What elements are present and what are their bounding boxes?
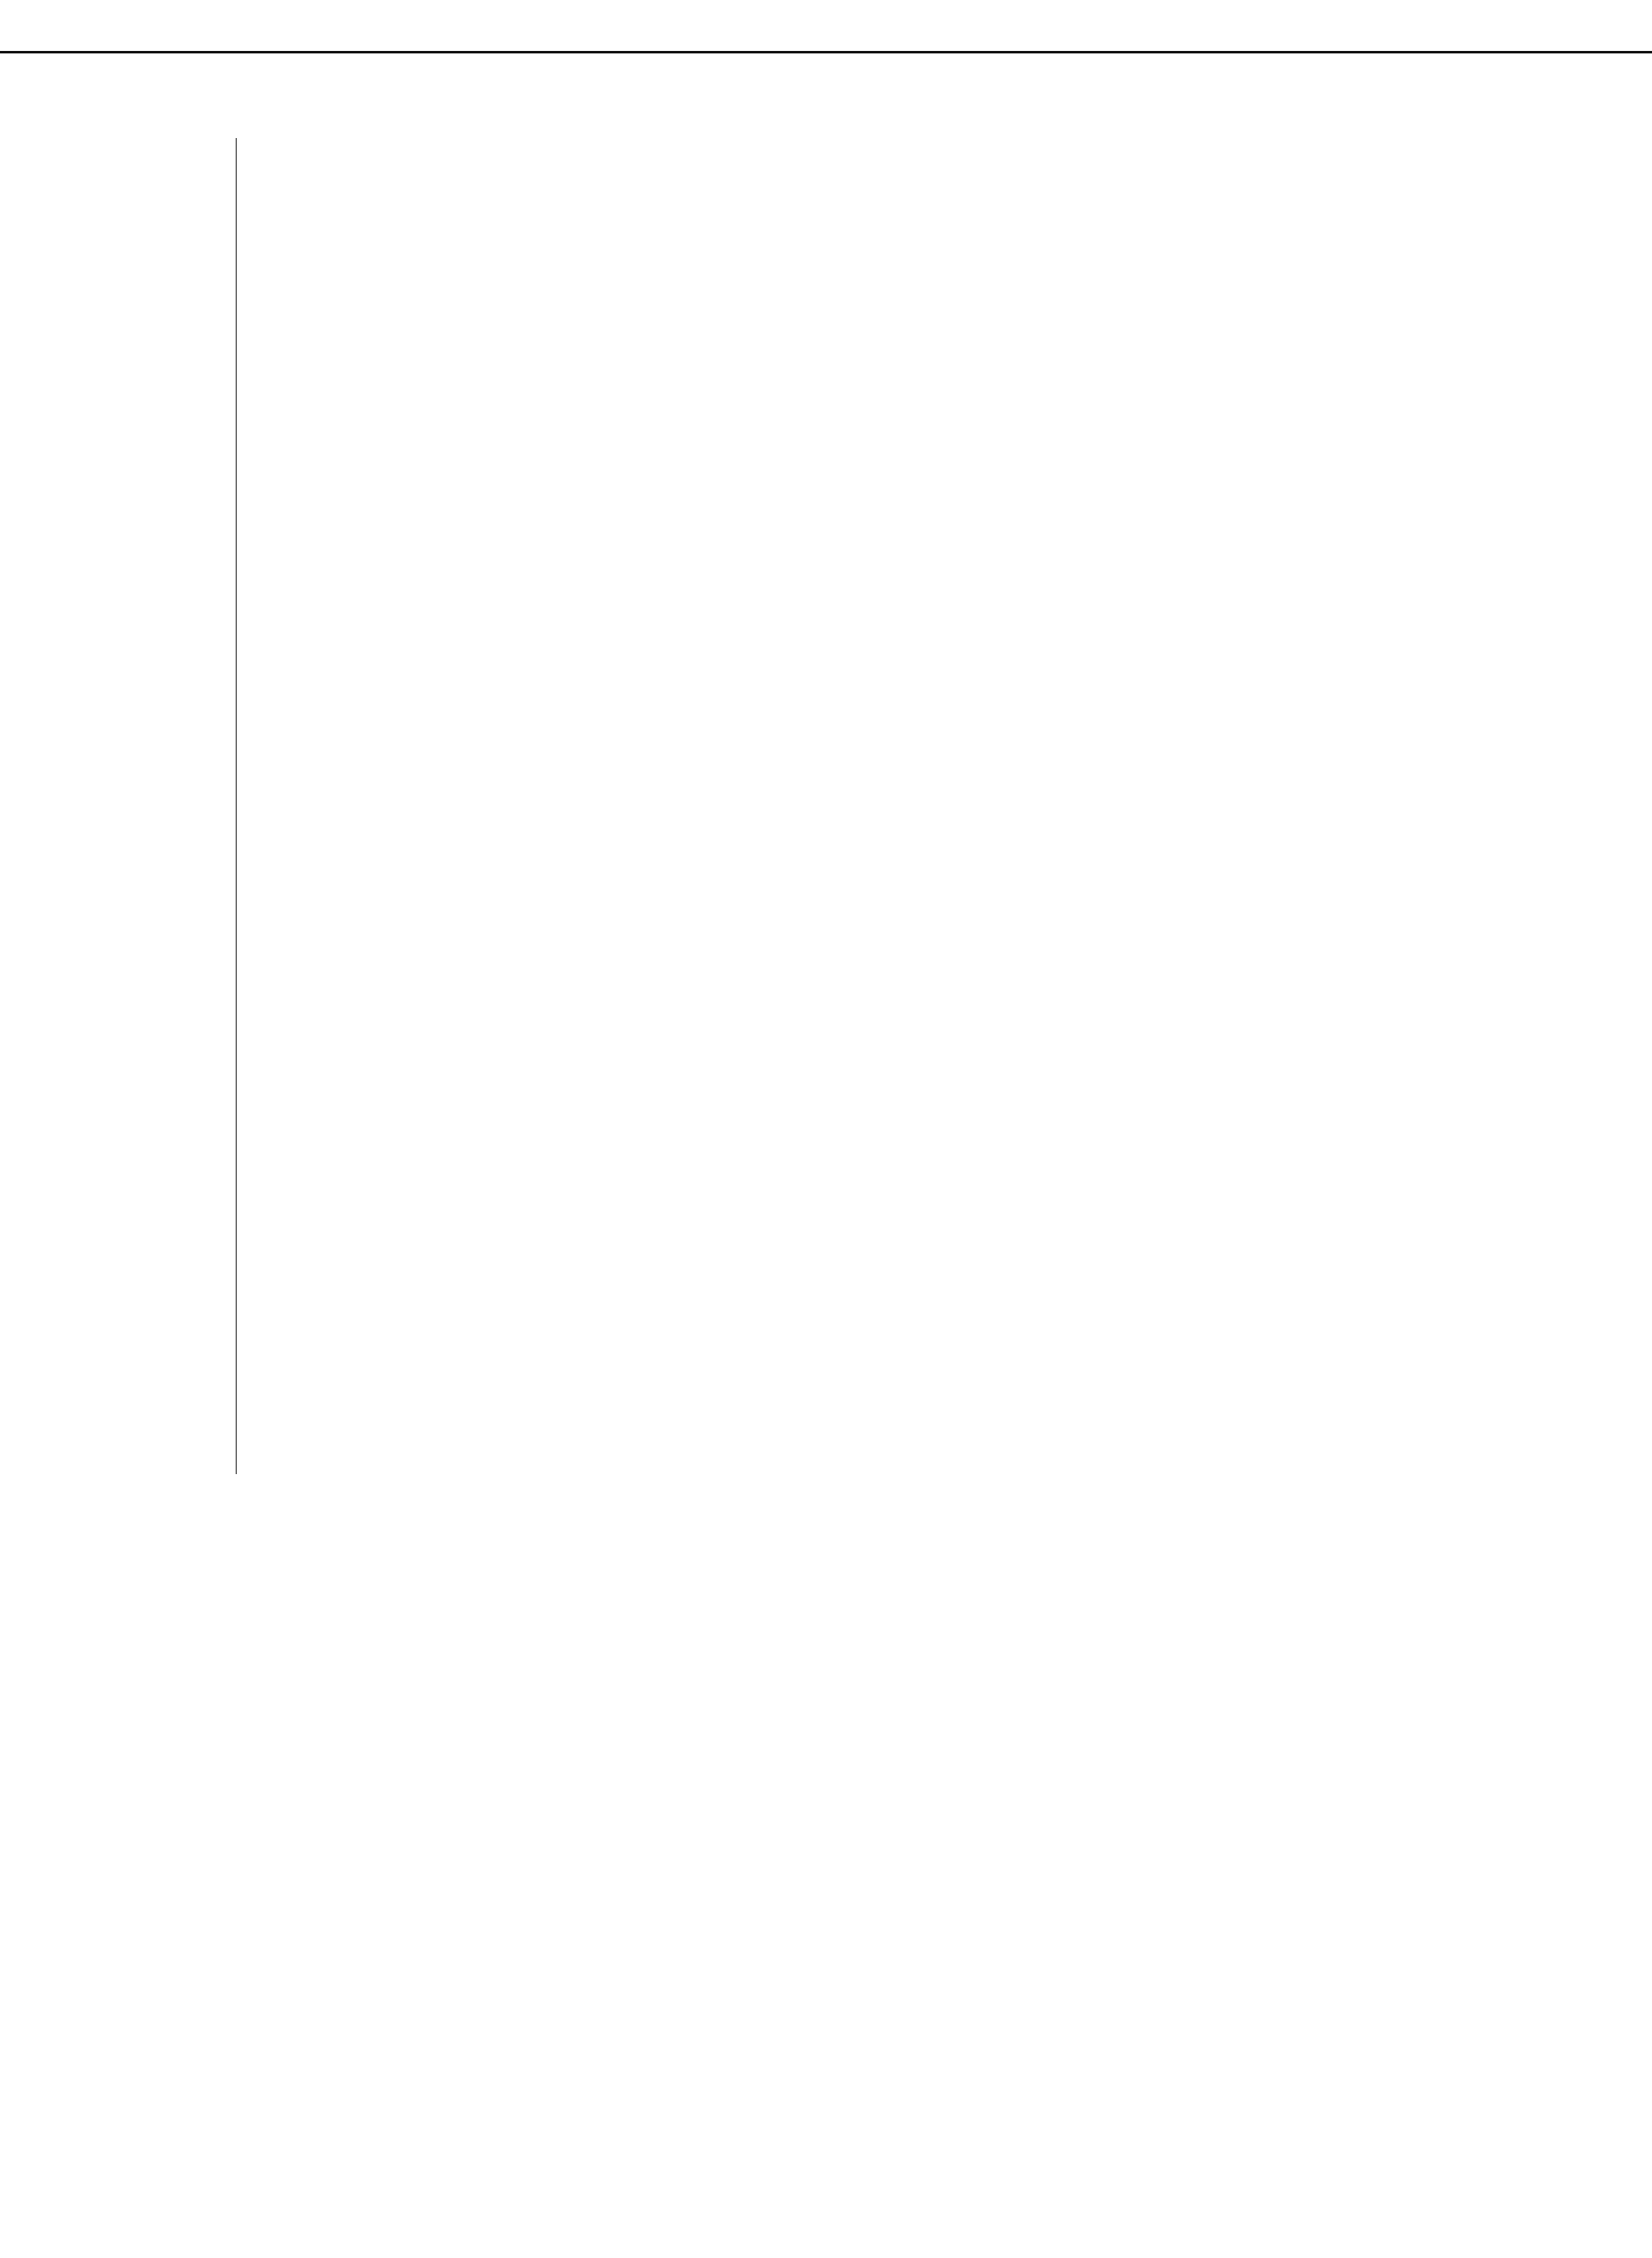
un-col-3 [475, 222, 698, 1474]
un-col-1 [7, 138, 230, 1474]
masthead-rule [0, 51, 1652, 53]
un-col-5 [938, 222, 1158, 657]
column-rule [236, 138, 237, 1474]
un-col-2 [243, 191, 467, 1474]
un-col-6 [1167, 222, 1388, 657]
un-col-4 [706, 222, 930, 657]
